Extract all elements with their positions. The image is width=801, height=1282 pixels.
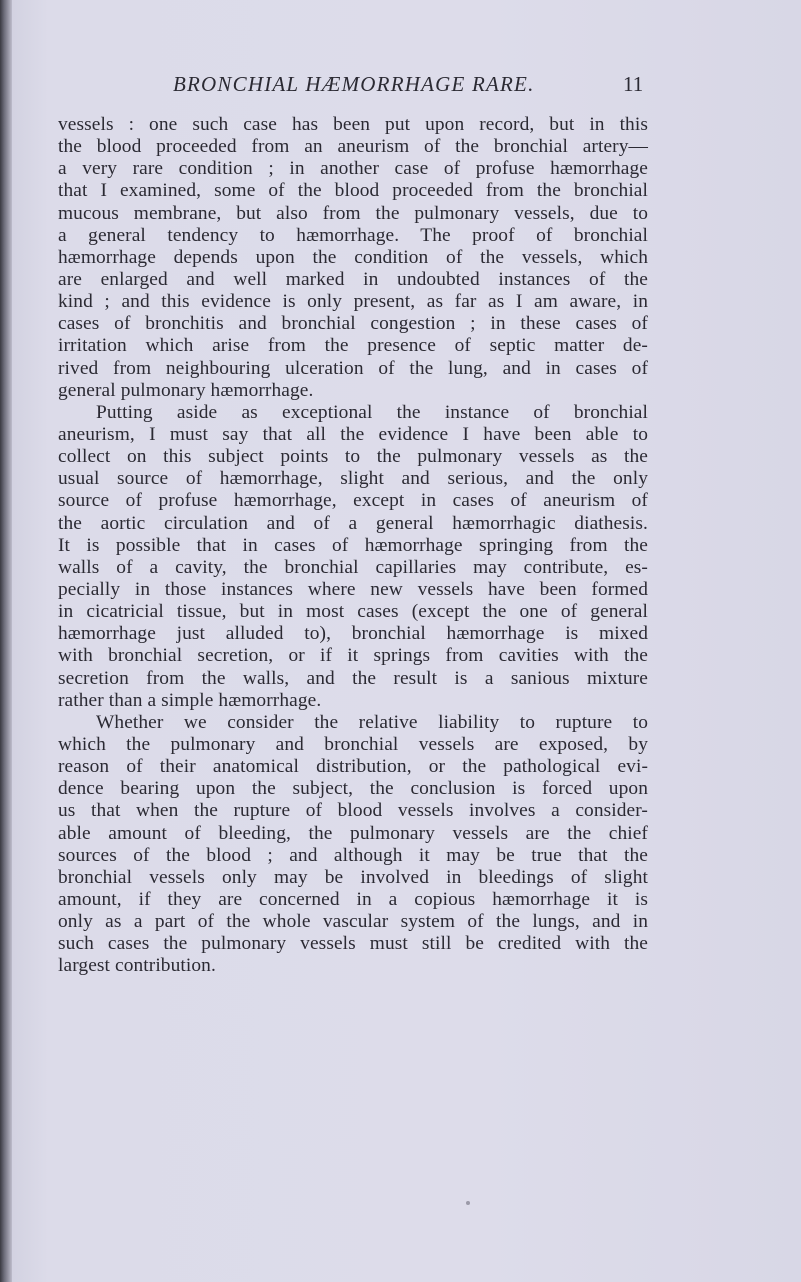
- text-line: walls of a cavity, the bronchial capillaries may contribute, es-: [58, 556, 648, 578]
- text-line: general pulmonary hæmorrhage.: [58, 379, 314, 401]
- text-line: kind ; and this evidence is only present, as far as I am aware, in: [58, 291, 648, 313]
- text-line: with bronchial secretion, or if it springs from cavities with the: [58, 645, 648, 667]
- text-line: reason of their anatomical distribution, or the pathological evi-: [58, 756, 648, 778]
- text-line: the blood proceeded from an aneurism of the bronchial artery—: [58, 136, 648, 158]
- paragraph-start-line: Whether we consider the relative liability to rupture to: [96, 711, 648, 733]
- text-line: aneurism, I must say that all the evidence I have been able to: [58, 423, 648, 445]
- text-line: source of profuse hæmorrhage, except in cases of aneurism of: [58, 490, 648, 512]
- text-line: able amount of bleeding, the pulmonary vessels are the chief: [58, 822, 648, 844]
- text-line: mucous membrane, but also from the pulmonary vessels, due to: [58, 202, 648, 224]
- paper-speck: [466, 1201, 470, 1205]
- body-text: [58, 114, 648, 977]
- text-line: dence bearing upon the subject, the conclusion is forced upon: [58, 778, 648, 800]
- text-line: hæmorrhage just alluded to), bronchial hæmorrhage is mixed: [58, 623, 648, 645]
- text-line: bronchial vessels only may be involved in bleedings of slight: [58, 866, 648, 888]
- text-line: such cases the pulmonary vessels must still be credited with the: [58, 933, 648, 955]
- text-line: sources of the blood ; and although it may be true that the: [58, 844, 648, 866]
- running-title: BRONCHIAL HÆMORRHAGE RARE.: [173, 72, 535, 96]
- text-line: a very rare condition ; in another case of profuse hæmorrhage: [58, 158, 648, 180]
- text-line: usual source of hæmorrhage, slight and serious, and the only: [58, 468, 648, 490]
- text-line: cases of bronchitis and bronchial congestion ; in these cases of: [58, 313, 648, 335]
- text-line: It is possible that in cases of hæmorrhage springing from the: [58, 534, 648, 556]
- text-line: collect on this subject points to the pulmonary vessels as the: [58, 446, 648, 468]
- page-header: [60, 72, 660, 102]
- text-line: largest contribution.: [58, 955, 216, 977]
- text-line: rather than a simple hæmorrhage.: [58, 689, 322, 711]
- book-spine-shadow: [0, 0, 12, 1282]
- text-line: vessels : one such case has been put upon record, but in this: [58, 114, 648, 135]
- text-line: which the pulmonary and bronchial vessels are exposed, by: [58, 733, 648, 755]
- text-line: hæmorrhage depends upon the condition of the vessels, which: [58, 246, 648, 268]
- text-line: us that when the rupture of blood vessels involves a consider-: [58, 800, 648, 822]
- paragraph-start-line: Putting aside as exceptional the instance of bronchial: [96, 401, 648, 423]
- text-line: secretion from the walls, and the result is a sanious mixture: [58, 667, 648, 689]
- text-line: rived from neighbouring ulceration of the lung, and in cases of: [58, 357, 648, 379]
- text-line: only as a part of the whole vascular system of the lungs, and in: [58, 911, 648, 933]
- text-line: a general tendency to hæmorrhage. The proof of bronchial: [58, 224, 648, 246]
- page-number: 11: [623, 72, 644, 96]
- text-line: in cicatricial tissue, but in most cases (except the one of general: [58, 601, 648, 623]
- text-line: amount, if they are concerned in a copious hæmorrhage it is: [58, 888, 648, 910]
- text-line: the aortic circulation and of a general hæmorrhagic diathesis.: [58, 512, 648, 534]
- text-line: are enlarged and well marked in undoubted instances of the: [58, 268, 648, 290]
- text-line: that I examined, some of the blood proceeded from the bronchial: [58, 180, 648, 202]
- text-line: irritation which arise from the presence of septic matter de-: [58, 335, 648, 357]
- text-line: pecially in those instances where new vessels have been formed: [58, 578, 648, 600]
